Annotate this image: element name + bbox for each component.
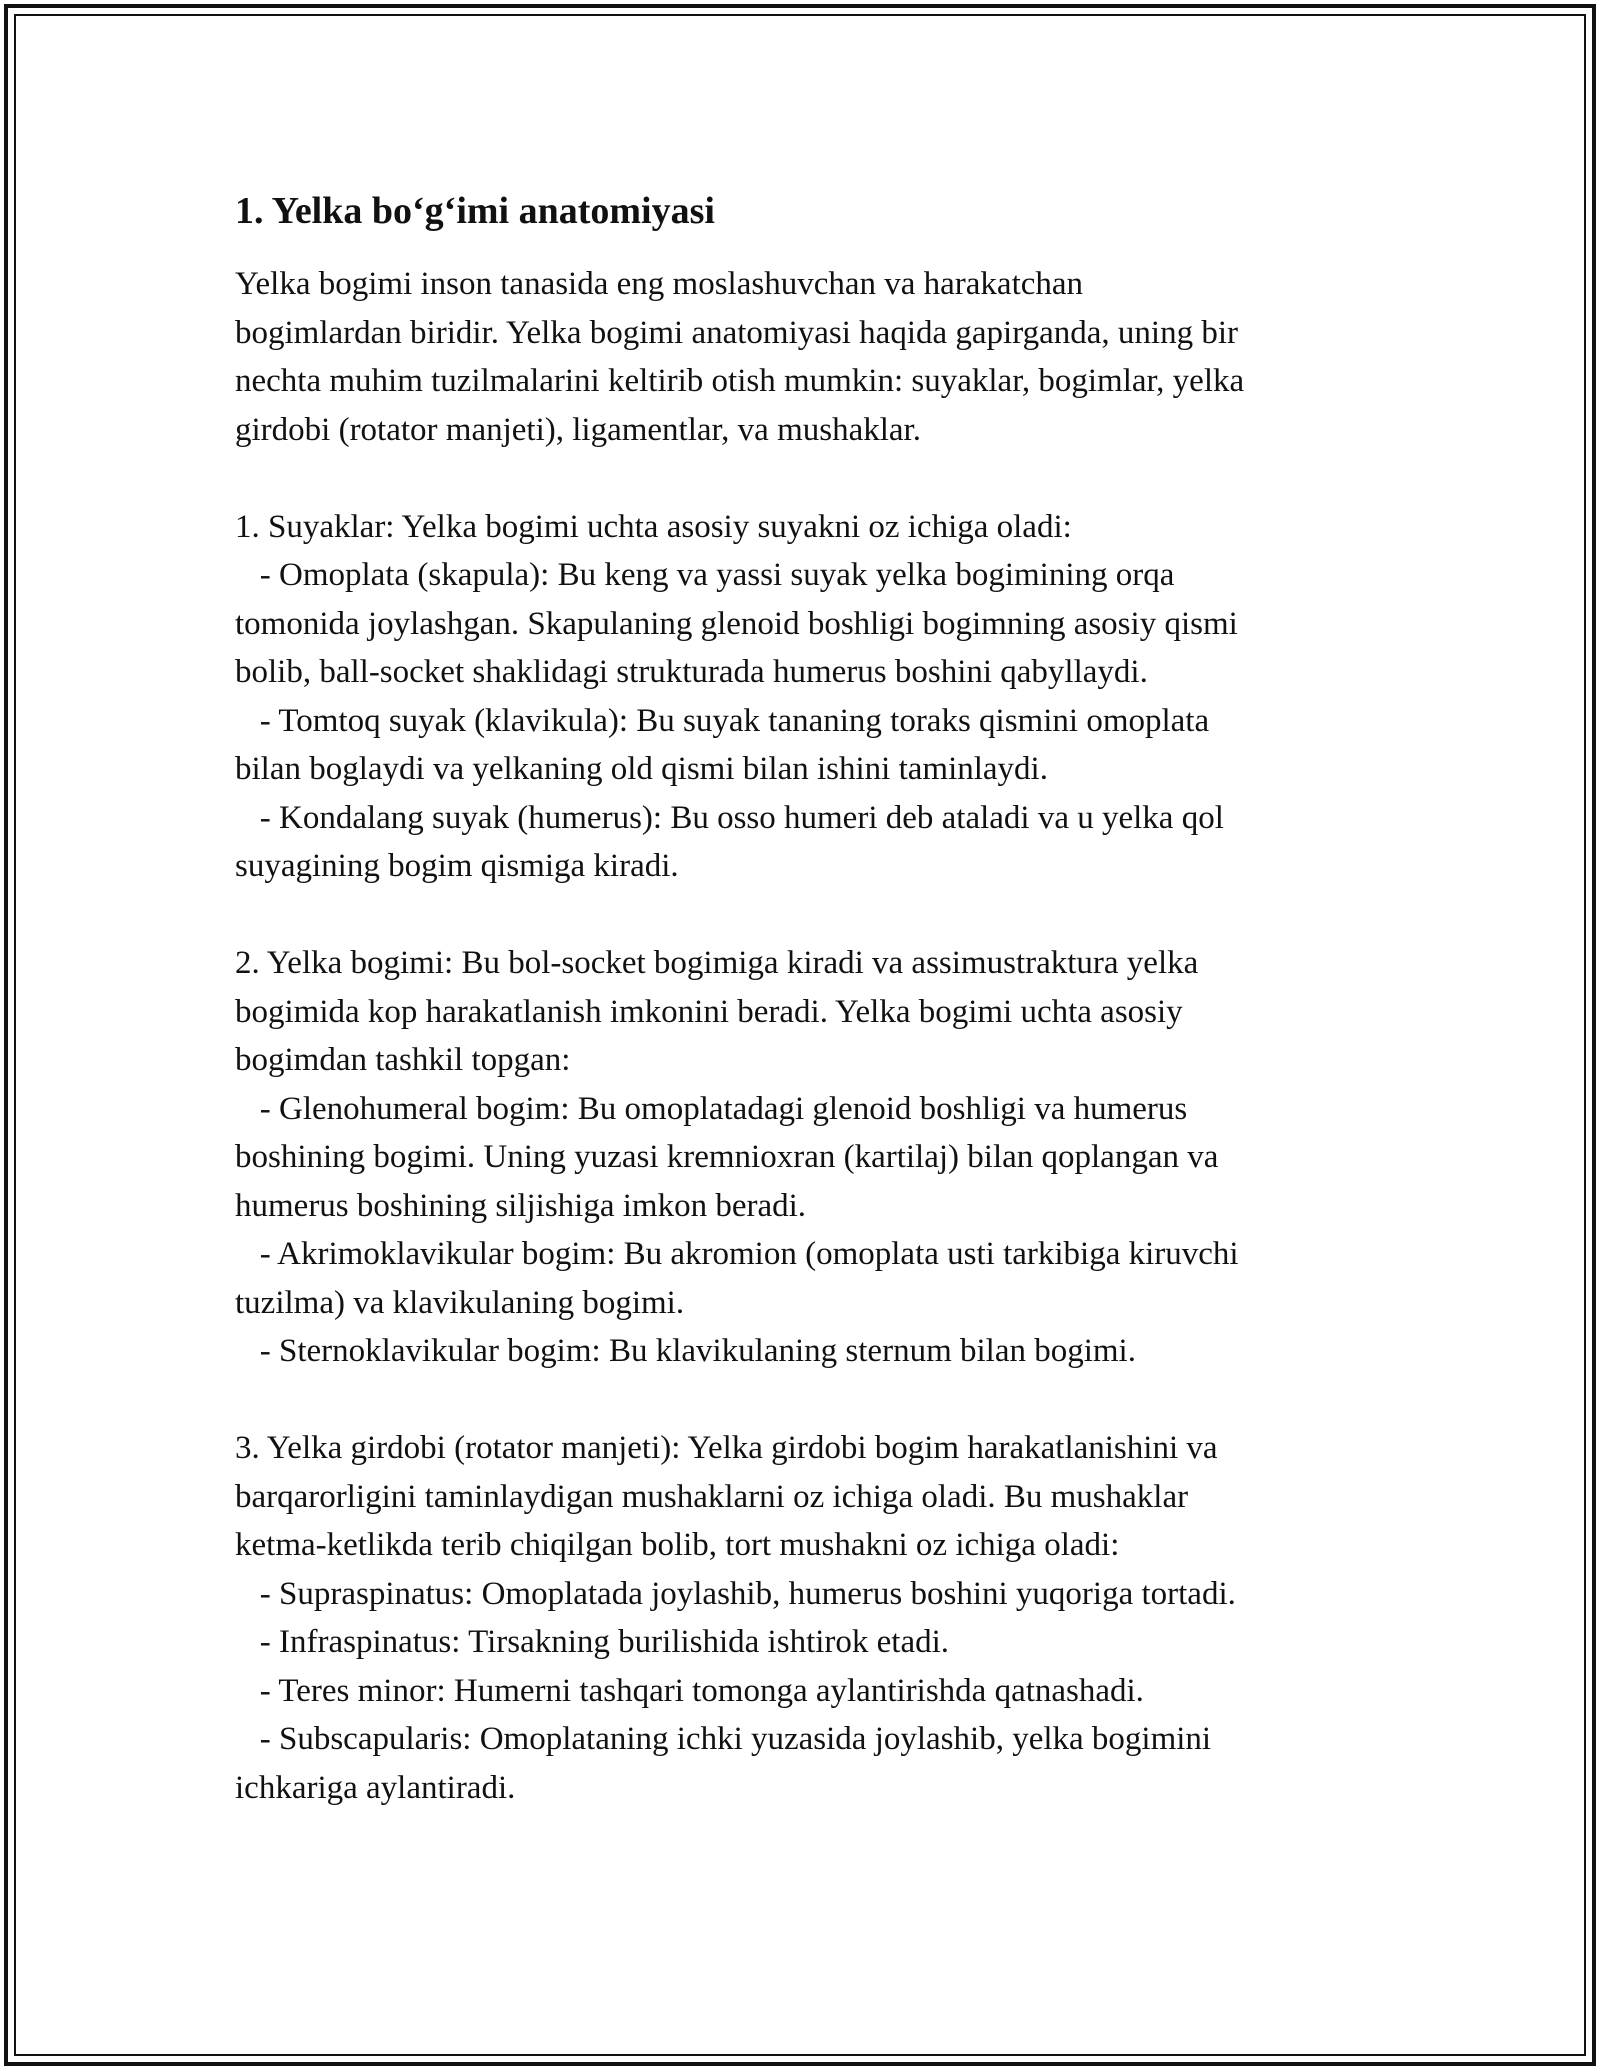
text-line: ketma-ketlikda terib chiqilgan bolib, tort mushakni oz ichiga oladi: [235,1527,1120,1563]
text-line: bogimlardan biridir. Yelka bogimi anatomiyasi haqida gapirganda, uning bir [235,314,1238,351]
paragraph-gap [235,1376,1375,1425]
paragraph-gap [235,891,1375,940]
text-line: tomonida joylashgan. Skapulaning glenoid boshligi bogimning asosiy qismi [235,605,1238,642]
text-line: nechta muhim tuzilmalarini keltirib otish mumkin: suyaklar, bogimlar, yelka [235,363,1245,399]
body-text [235,260,1375,1812]
text-line: - Sternoklavikular bogim: Bu klavikulaning sternum bilan bogimi. [235,1333,1136,1369]
document-body [235,186,1375,1812]
text-line: - Tomtoq suyak (klavikula): Bu suyak tananing toraks qismini omoplata [235,702,1210,739]
text-line: tuzilma) va klavikulaning bogimi. [235,1284,685,1321]
text-line: humerus boshining siljishiga imkon beradi. [235,1187,807,1224]
text-line: girdobi (rotator manjeti), ligamentlar, va mushaklar. [235,411,921,448]
text-line: bogimida kop harakatlanish imkonini beradi. Yelka bogimi uchta asosiy [235,993,1183,1030]
text-line: ichkariga aylantiradi. [235,1769,516,1806]
text-line: bolib, ball-socket shaklidagi strukturada humerus boshini qabyllaydi. [235,654,1148,690]
text-line: 1. Suyaklar: Yelka bogimi uchta asosiy suyakni oz ichiga oladi: [235,508,1072,545]
text-line: - Supraspinatus: Omoplatada joylashib, humerus boshini yuqoriga tortadi. [235,1575,1236,1612]
text-line: suyagining bogim qismiga kiradi. [235,848,679,884]
text-line: bogimdan tashkil topgan: [235,1042,571,1078]
text-line: - Omoplata (skapula): Bu keng va yassi suyak yelka bogimining orqa [235,557,1175,593]
text-line: 3. Yelka girdobi (rotator manjeti): Yelka girdobi bogim harakatlanishini va [235,1430,1218,1466]
text-line: Yelka bogimi inson tanasida eng moslashuvchan va harakatchan [235,266,1084,302]
text-line: bilan boglaydi va yelkaning old qismi bilan ishini taminlaydi. [235,751,1048,787]
text-line: - Kondalang suyak (humerus): Bu osso humeri deb ataladi va u yelka qol [235,799,1224,836]
text-line: - Infraspinatus: Tirsakning burilishida ishtirok etadi. [235,1624,950,1660]
text-line: - Akrimoklavikular bogim: Bu akromion (omoplata usti tarkibiga kiruvchi [235,1236,1239,1272]
text-line: boshining bogimi. Uning yuzasi kremnioxran (kartilaj) bilan qoplangan va [235,1139,1219,1175]
text-line: - Subscapularis: Omoplataning ichki yuzasida joylashib, yelka bogimini [235,1721,1212,1757]
text-line: - Teres minor: Humerni tashqari tomonga aylantirishda qatnashadi. [235,1672,1144,1709]
paragraph-gap [235,454,1375,503]
text-line: 2. Yelka bogimi: Bu bol-socket bogimiga kiradi va assimustraktura yelka [235,945,1199,981]
text-line: - Glenohumeral bogim: Bu omoplatadagi glenoid boshligi va humerus [235,1090,1188,1127]
section-title: 1. Yelka bo‘g‘imi anatomiyasi [235,190,715,232]
text-line: barqarorligini taminlaydigan mushaklarni oz ichiga oladi. Bu mushaklar [235,1478,1189,1515]
